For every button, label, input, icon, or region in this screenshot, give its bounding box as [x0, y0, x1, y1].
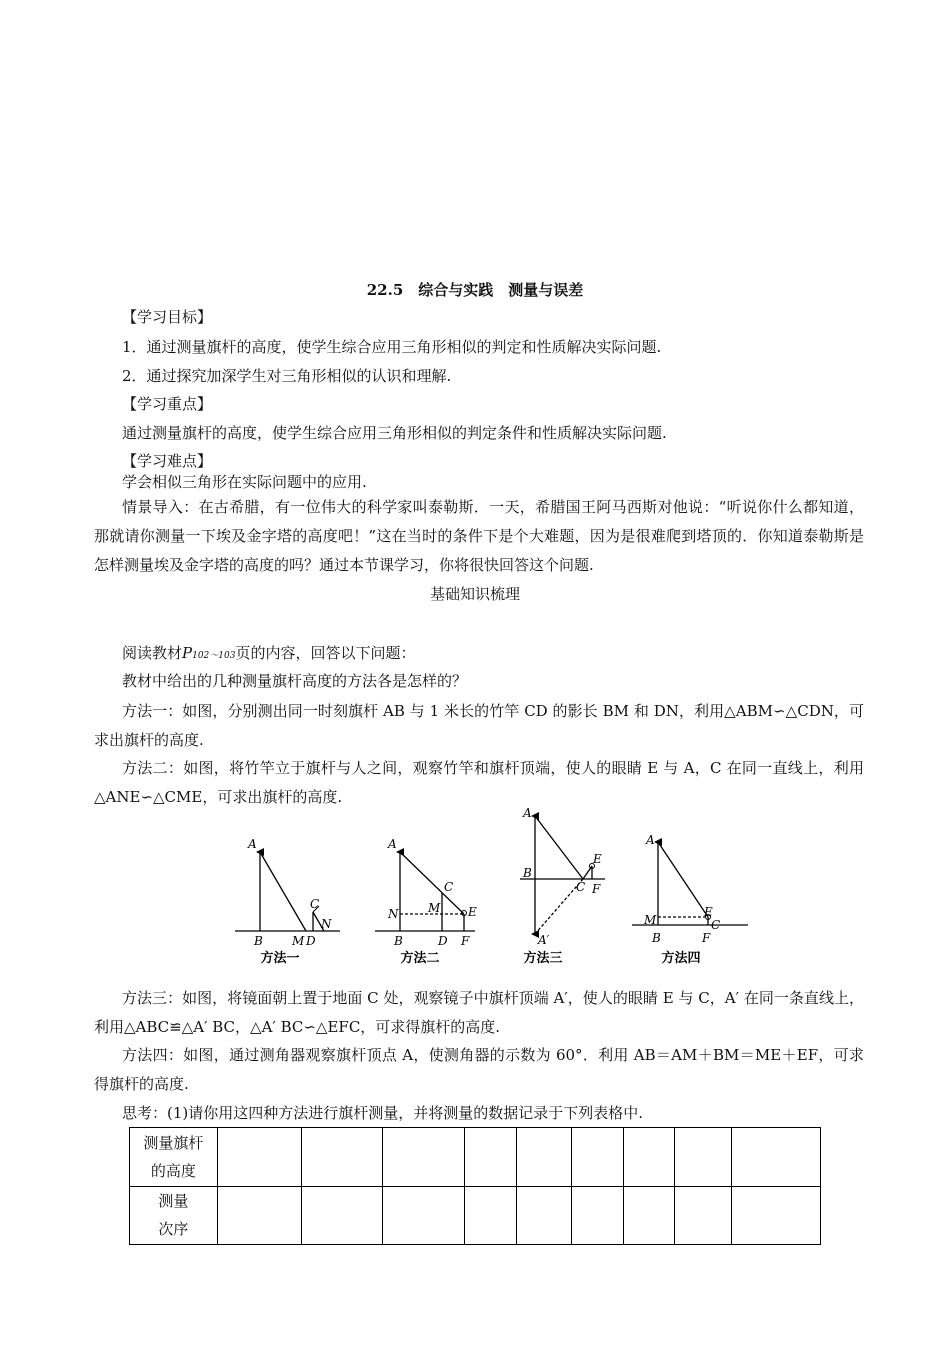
fig2-label-c: C	[444, 880, 454, 894]
difficulties-text: 学会相似三角形在实际问题中的应用.	[122, 473, 367, 491]
fig1-label-d: D	[306, 934, 316, 948]
table-cell[interactable]	[732, 1186, 821, 1245]
fig1-label-a: A	[248, 837, 257, 851]
table-cell[interactable]	[571, 1186, 623, 1245]
objective-item-1: 1．通过测量旗杆的高度，使学生综合应用三角形相似的判定和性质解决实际问题.	[122, 338, 662, 356]
reading-instruction	[122, 643, 415, 666]
fig3-caption: 方法三	[523, 951, 563, 966]
fig2-caption: 方法二	[400, 951, 440, 966]
table-cell[interactable]	[732, 1128, 821, 1187]
reading-prefix: 阅读教材	[122, 644, 183, 662]
question-text: 教材中给出的几种测量旗杆高度的方法各是怎样的？	[122, 672, 468, 690]
fig4-label-f: F	[702, 931, 711, 945]
table-header-cell	[130, 1186, 218, 1245]
fig4-label-a: A	[646, 833, 655, 847]
table-header-line: 测量旗杆	[143, 1133, 204, 1152]
fig2-label-m: M	[428, 901, 441, 915]
measurement-table	[129, 1127, 821, 1245]
table-cell[interactable]	[217, 1128, 301, 1187]
table-header-line: 测量	[158, 1192, 189, 1211]
method1-paragraph: 方法一：如图，分别测出同一时刻旗杆 AB 与 1 米长的竹竿 CD 的影长 BM 和 DN，利用△ABM∽△CDN，可求出旗杆的高度.	[94, 702, 864, 749]
key-points-text: 通过测量旗杆的高度，使学生综合应用三角形相似的判定条件和性质解决实际问题.	[122, 424, 667, 442]
table-cell[interactable]	[465, 1186, 517, 1245]
fig3-label-e: E	[593, 852, 602, 866]
table-cell[interactable]	[516, 1186, 571, 1245]
fig4-label-b: B	[652, 931, 661, 945]
fig1-label-b: B	[254, 934, 263, 948]
figures-panel	[220, 800, 760, 975]
method4-paragraph: 方法四：如图，通过测角器观察旗杆顶点 A，使测角器的示数为 60°．利用 AB＝AM＋BM＝ME＋EF，可求得旗杆的高度.	[94, 1046, 864, 1093]
method2-paragraph: 方法二：如图，将竹竿立于旗杆与人之间，观察竹竿和旗杆顶端，使人的眼睛 E 与 A，C 在同一直线上，利用△ANE∽△CME，可求出旗杆的高度.	[94, 759, 864, 806]
fig3-label-a: A	[523, 806, 532, 820]
fig1-label-n: N	[321, 917, 332, 931]
fig4-caption: 方法四	[661, 951, 701, 966]
fig1-caption: 方法一	[260, 951, 300, 966]
table-row	[130, 1186, 821, 1245]
fig4-label-m: M	[644, 913, 657, 927]
think-question: 思考：(1)请你用这四种方法进行旗杆测量，并将测量的数据记录于下列表格中.	[122, 1104, 644, 1122]
fig1-label-c: C	[310, 897, 320, 911]
fig2-label-f: F	[461, 934, 470, 948]
table-cell[interactable]	[301, 1186, 383, 1245]
reading-page-range: 102～103	[192, 651, 236, 661]
fig1-sun-ray-am	[260, 852, 306, 931]
difficulties-heading: 【学习难点】	[122, 452, 213, 470]
table-cell[interactable]	[465, 1128, 517, 1187]
fig2-label-a: A	[388, 837, 397, 851]
fig2-label-b: B	[394, 934, 403, 948]
fig4-label-e: E	[704, 905, 713, 919]
table-cell[interactable]	[571, 1128, 623, 1187]
section-heading: 基础知识梳理	[429, 585, 520, 603]
table-row	[130, 1128, 821, 1187]
table-cell[interactable]	[675, 1186, 732, 1245]
fig3-label-a-prime: A′	[538, 933, 550, 947]
fig2-label-d: D	[438, 934, 448, 948]
table-cell[interactable]	[383, 1186, 465, 1245]
fig2-label-n: N	[388, 907, 399, 921]
reading-suffix: 页的内容，回答以下问题：	[235, 644, 416, 662]
fig3-label-f: F	[592, 882, 601, 896]
intro-paragraph: 情景导入：在古希腊，有一位伟大的科学家叫泰勒斯．一天，希腊国王阿马西斯对他说：“听说你什么都知道，那就请你测量一下埃及金字塔的高度吧！”这在当时的条件下是个大难题，因为是很难爬到塔顶的．你知道泰勒斯是怎样测量埃及金字塔的高度的吗？通过本节课学习，你将很快回答这个问题.	[94, 498, 864, 574]
table-cell[interactable]	[301, 1128, 383, 1187]
page-title: 22.5 综合与实践 测量与误差	[366, 281, 584, 299]
objective-item-2: 2．通过探究加深学生对三角形相似的认识和理解.	[122, 367, 452, 385]
table-cell[interactable]	[675, 1128, 732, 1187]
fig3-label-c: C	[576, 880, 586, 894]
table-header-line: 的高度	[150, 1161, 196, 1180]
objectives-heading: 【学习目标】	[122, 308, 213, 326]
table-cell[interactable]	[623, 1186, 675, 1245]
table-header-cell	[130, 1128, 218, 1187]
table-header-line: 次序	[158, 1220, 189, 1239]
fig4-sight-line	[658, 842, 708, 917]
fig1-label-m: M	[292, 934, 305, 948]
fig3-ray-ac	[535, 816, 583, 879]
table-cell[interactable]	[516, 1128, 571, 1187]
method3-paragraph: 方法三：如图，将镜面朝上置于地面 C 处，观察镜子中旗杆顶端 A′，使人的眼睛 E 与 C，A′ 在同一条直线上，利用△ABC≌△A′ BC，△A′ BC∽△EFC，可求得旗杆的高度.	[94, 989, 864, 1036]
fig3-label-b: B	[523, 866, 532, 880]
table-cell[interactable]	[383, 1128, 465, 1187]
table-cell[interactable]	[623, 1128, 675, 1187]
key-points-heading: 【学习重点】	[122, 395, 213, 413]
fig2-label-e: E	[468, 905, 477, 919]
fig4-label-c: C	[711, 918, 721, 932]
table-cell[interactable]	[217, 1186, 301, 1245]
reading-page-letter: P	[182, 644, 193, 662]
